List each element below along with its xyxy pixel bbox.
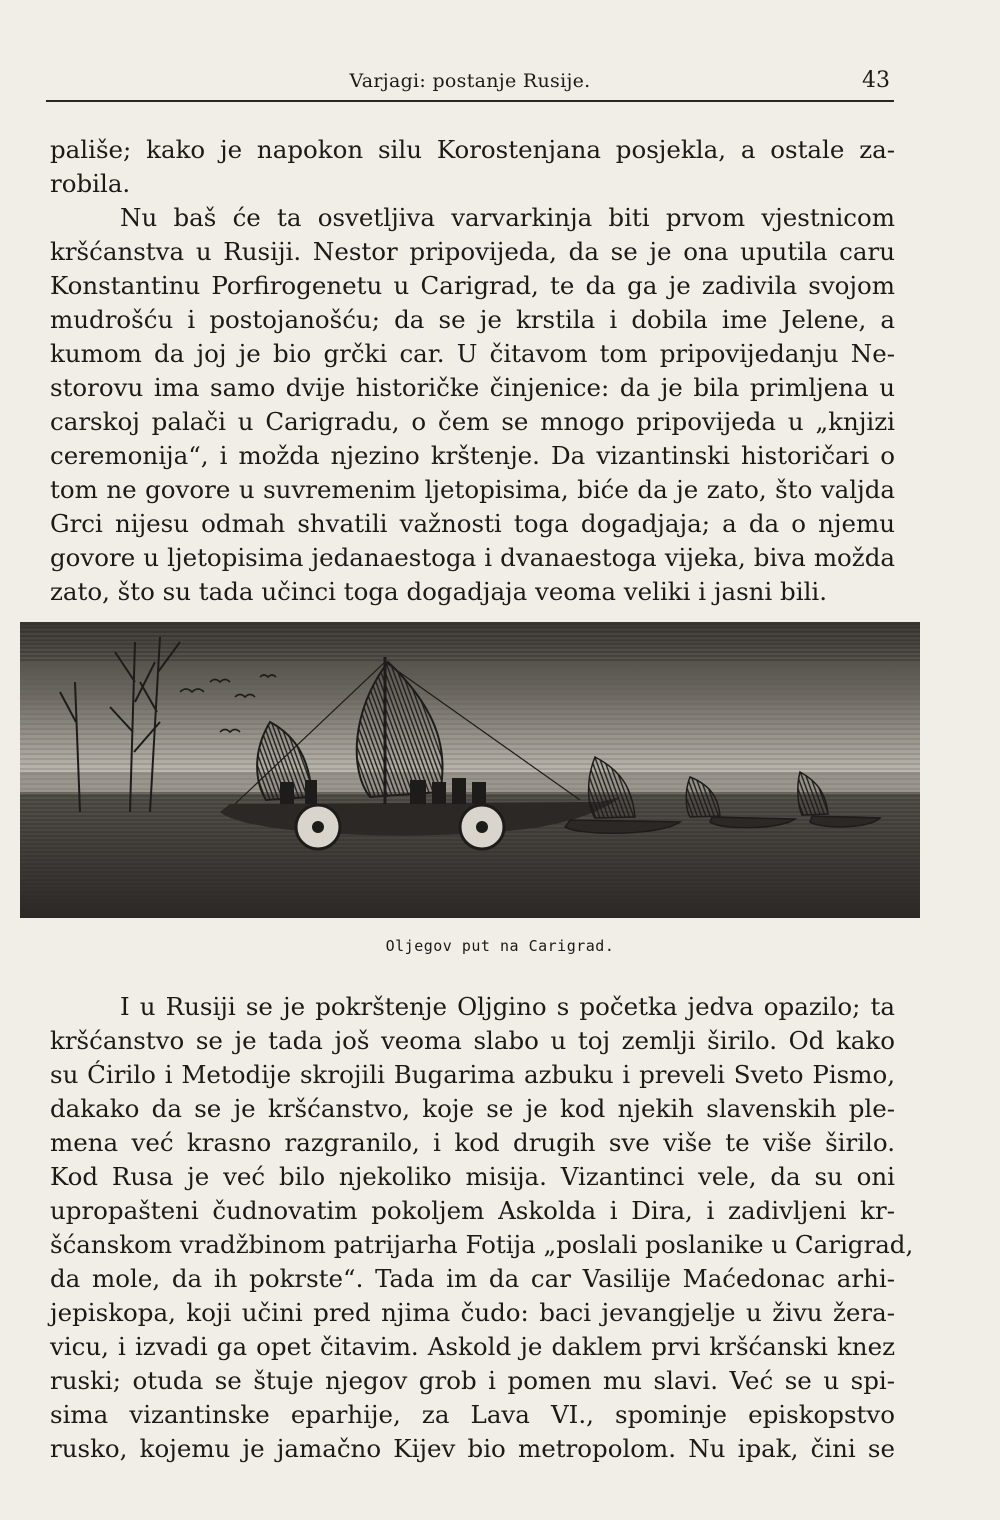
text-line: kumom da joj je bio grčki car. U čitavom tom pripovijedanju Ne- bbox=[50, 339, 895, 368]
text-line: sima vizantinske eparhije, za Lava VI., spominje episkopstvo bbox=[50, 1400, 895, 1429]
running-header bbox=[46, 68, 894, 102]
text-line: tom ne govore u suvremenim ljetopisima, biće da je zato, što valjda bbox=[50, 475, 895, 504]
text-line: Nu baš će ta osvetljiva varvarkinja biti prvom vjestnicom bbox=[120, 203, 895, 232]
text-line: zato, što su tada učinci toga dogadjaja veoma veliki i jasni bili. bbox=[50, 577, 828, 606]
text-line: kršćanstva u Rusiji. Nestor pripovijeda, da se je ona uputila caru bbox=[50, 237, 895, 266]
text-line: ruski; otuda se štuje njegov grob i pomen mu slavi. Već se u spi- bbox=[50, 1366, 895, 1395]
text-line: carskoj palači u Carigradu, o čem se mnogo pripovijeda u „knjizi bbox=[50, 407, 895, 436]
ships-engraving bbox=[20, 622, 920, 918]
engraving-illustration bbox=[20, 622, 920, 918]
text-block-bottom bbox=[50, 990, 914, 1466]
text-line: vicu, i izvadi ga opet čitavim. Askold je daklem prvi kršćanski knez bbox=[50, 1332, 895, 1361]
text-line: govore u ljetopisima jedanaestoga i dvanaestoga vijeka, biva možda bbox=[50, 543, 895, 572]
text-line: ceremonija“, i možda njezino krštenje. Da vizantinski historičari o bbox=[50, 441, 895, 470]
figure-caption: Oljegov put na Carigrad. bbox=[385, 937, 615, 955]
text-line: mena već krasno razgranilo, i kod drugih sve više te više širilo. bbox=[50, 1128, 895, 1157]
text-line: dakako da se je kršćanstvo, koje se je kod njekih slavenskih ple- bbox=[50, 1094, 895, 1123]
text-line: storovu ima samo dvije historičke činjenice: da je bila primljena u bbox=[50, 373, 895, 402]
text-block-top bbox=[50, 133, 895, 609]
text-line: da mole, da ih pokrste“. Tada im da car Vasilije Maćedonac arhi- bbox=[50, 1264, 895, 1293]
text-line: Grci nijesu odmah shvatili važnosti toga dogadjaja; a da o njemu bbox=[50, 509, 895, 538]
text-line: šćanskom vradžbinom patrijarha Fotija „poslali poslanike u Carigrad, bbox=[50, 1230, 914, 1259]
running-title: Varjagi: postanje Rusije. bbox=[349, 70, 591, 92]
text-line: rusko, kojemu je jamačno Kijev bio metropolom. Nu ipak, čini se bbox=[50, 1434, 895, 1463]
text-line: su Ćirilo i Metodije skrojili Bugarima azbuku i preveli Sveto Pismo, bbox=[50, 1060, 895, 1089]
text-line: upropašteni čudnovatim pokoljem Askolda i Dira, i zadivljeni kr- bbox=[50, 1196, 895, 1225]
text-line: I u Rusiji se je pokrštenje Oljgino s početka jedva opazilo; ta bbox=[120, 992, 895, 1021]
text-line: robila. bbox=[50, 169, 131, 198]
text-line: Kod Rusa je već bilo njekoliko misija. Vizantinci vele, da su oni bbox=[50, 1162, 895, 1191]
text-line: mudrošću i postojanošću; da se je krstila i dobila ime Jelene, a bbox=[50, 305, 895, 334]
text-line: Konstantinu Porfirogenetu u Carigrad, te da ga je zadivila svojom bbox=[50, 271, 895, 300]
text-line: pališe; kako je napokon silu Korostenjana posjekla, a ostale za- bbox=[50, 135, 895, 164]
page-number: 43 bbox=[862, 68, 890, 93]
text-line: jepiskopa, koji učini pred njima čudo: baci jevangjelje u živu žera- bbox=[50, 1298, 895, 1327]
text-line: kršćanstvo se je tada još veoma slabo u toj zemlji širilo. Od kako bbox=[50, 1026, 895, 1055]
